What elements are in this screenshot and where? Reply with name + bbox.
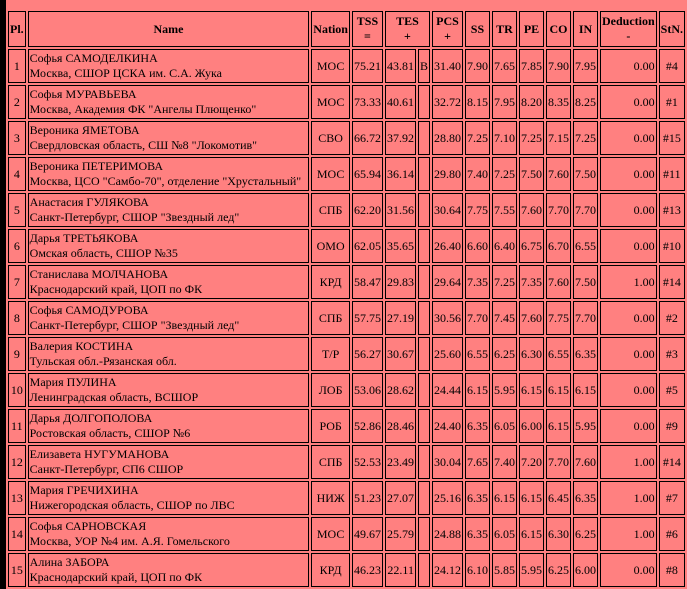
cell-start-number: #4	[659, 49, 685, 83]
cell-tes: 37.92	[385, 121, 416, 155]
results-table	[6, 9, 687, 589]
cell-start-number: #6	[659, 517, 685, 551]
skater-club: Свердловская область, СШ №8 "Локомотив"	[29, 138, 258, 152]
cell-pe: 7.35	[519, 265, 544, 299]
cell-element-mark	[418, 157, 430, 191]
cell-co: 7.60	[546, 265, 571, 299]
cell-tss: 62.05	[352, 229, 383, 263]
header-place: Pl.	[8, 11, 26, 47]
cell-pcs: 28.80	[432, 121, 463, 155]
cell-pe: 6.15	[519, 517, 544, 551]
cell-deduction: 0.00	[600, 193, 657, 227]
cell-start-number: #14	[659, 445, 685, 479]
cell-tss: 52.53	[352, 445, 383, 479]
skater-name: Мария ГРЕЧИХИНА	[29, 483, 139, 497]
header-row	[8, 11, 685, 47]
cell-nation: РОБ	[311, 409, 350, 443]
cell-pcs: 29.80	[432, 157, 463, 191]
cell-pe: 7.20	[519, 445, 544, 479]
cell-co: 6.15	[546, 373, 571, 407]
header-tes	[385, 11, 430, 47]
cell-tes: 22.11	[385, 553, 416, 587]
cell-tes: 31.56	[385, 193, 416, 227]
cell-tss: 73.33	[352, 85, 383, 119]
cell-tss: 65.94	[352, 157, 383, 191]
cell-start-number: #2	[659, 301, 685, 335]
skater-name: Софья МУРАВЬЕВА	[29, 87, 137, 101]
cell-tss: 62.20	[352, 193, 383, 227]
cell-deduction: 0.00	[600, 49, 657, 83]
cell-place: 3	[8, 121, 26, 155]
cell-ss: 6.35	[465, 517, 490, 551]
table-row	[8, 373, 685, 407]
results-body	[8, 49, 685, 587]
cell-in: 7.50	[573, 265, 598, 299]
cell-pe: 6.15	[519, 373, 544, 407]
cell-skater	[28, 373, 310, 407]
cell-pe: 5.95	[519, 553, 544, 587]
cell-tss: 46.23	[352, 553, 383, 587]
cell-tes: 28.46	[385, 409, 416, 443]
cell-nation: КРД	[311, 553, 350, 587]
cell-ss: 8.15	[465, 85, 490, 119]
cell-element-mark	[418, 481, 430, 515]
cell-element-mark	[418, 229, 430, 263]
cell-start-number: #9	[659, 409, 685, 443]
cell-start-number: #3	[659, 337, 685, 371]
cell-nation: МОС	[311, 49, 350, 83]
cell-pe: 7.50	[519, 157, 544, 191]
cell-co: 6.70	[546, 229, 571, 263]
header-pe: PE	[519, 11, 544, 47]
cell-in: 8.25	[573, 85, 598, 119]
header-tes-label: TES	[396, 14, 419, 28]
skater-name: Вероника ЯМЕТОВА	[29, 123, 140, 137]
table-row	[8, 49, 685, 83]
cell-tes: 29.83	[385, 265, 416, 299]
skater-name: Софья САРНОВСКАЯ	[29, 519, 147, 533]
cell-tes: 25.79	[385, 517, 416, 551]
cell-element-mark	[418, 409, 430, 443]
cell-deduction: 0.00	[600, 553, 657, 587]
cell-pe: 6.00	[519, 409, 544, 443]
skater-club: Нижегородская область, СШОР по ЛВС	[29, 498, 235, 512]
cell-tr: 6.40	[492, 229, 517, 263]
header-ss: SS	[465, 11, 490, 47]
header-deduction-label: Deduction	[601, 14, 655, 28]
cell-in: 7.50	[573, 157, 598, 191]
cell-deduction: 1.00	[600, 445, 657, 479]
cell-in: 7.70	[573, 301, 598, 335]
cell-ss: 6.35	[465, 481, 490, 515]
cell-element-mark	[418, 265, 430, 299]
cell-nation: МОС	[311, 85, 350, 119]
cell-co: 6.30	[546, 517, 571, 551]
table-row	[8, 265, 685, 299]
skater-name: Мария ПУЛИНА	[29, 375, 117, 389]
cell-nation: МОС	[311, 517, 350, 551]
cell-tes: 30.67	[385, 337, 416, 371]
cell-pcs: 24.40	[432, 409, 463, 443]
cell-skater	[28, 517, 310, 551]
cell-deduction: 0.00	[600, 85, 657, 119]
cell-in: 6.25	[573, 517, 598, 551]
table-row	[8, 481, 685, 515]
cell-co: 7.75	[546, 301, 571, 335]
table-row	[8, 301, 685, 335]
cell-pe: 7.85	[519, 49, 544, 83]
cell-place: 14	[8, 517, 26, 551]
cell-place: 2	[8, 85, 26, 119]
cell-skater	[28, 85, 310, 119]
cell-skater	[28, 409, 310, 443]
cell-tss: 51.23	[352, 481, 383, 515]
skater-name: Алина ЗАБОРА	[29, 555, 110, 569]
skater-club: Москва, УОР №4 им. А.Я. Гомельского	[29, 534, 230, 548]
cell-element-mark	[418, 301, 430, 335]
cell-tes: 27.07	[385, 481, 416, 515]
cell-start-number: #11	[659, 157, 685, 191]
cell-ss: 6.35	[465, 409, 490, 443]
cell-skater	[28, 229, 310, 263]
cell-skater	[28, 121, 310, 155]
cell-tr: 7.65	[492, 49, 517, 83]
cell-ss: 6.55	[465, 337, 490, 371]
cell-nation: СВО	[311, 121, 350, 155]
header-in: IN	[573, 11, 598, 47]
cell-co: 6.55	[546, 337, 571, 371]
cell-deduction: 0.00	[600, 301, 657, 335]
cell-tr: 5.95	[492, 373, 517, 407]
cell-co: 7.15	[546, 121, 571, 155]
cell-tes: 23.49	[385, 445, 416, 479]
cell-ss: 6.10	[465, 553, 490, 587]
cell-in: 6.35	[573, 481, 598, 515]
cell-element-mark	[418, 337, 430, 371]
cell-co: 7.70	[546, 445, 571, 479]
cell-pe: 7.25	[519, 121, 544, 155]
skater-name: Дарья ДОЛГОПОЛОВА	[29, 411, 153, 425]
skater-name: Елизавета НУГУМАНОВА	[29, 447, 170, 461]
cell-tes: 28.62	[385, 373, 416, 407]
cell-element-mark	[418, 373, 430, 407]
cell-tr: 7.10	[492, 121, 517, 155]
cell-place: 6	[8, 229, 26, 263]
cell-deduction: 1.00	[600, 517, 657, 551]
skater-club: Санкт-Петербург, СШОР "Звездный лед"	[29, 210, 240, 224]
cell-tr: 6.05	[492, 517, 517, 551]
table-row	[8, 157, 685, 191]
header-pcs	[432, 11, 463, 47]
cell-start-number: #14	[659, 265, 685, 299]
cell-skater	[28, 301, 310, 335]
cell-pe: 6.15	[519, 481, 544, 515]
cell-in: 6.35	[573, 337, 598, 371]
cell-element-mark	[418, 193, 430, 227]
cell-place: 5	[8, 193, 26, 227]
cell-place: 9	[8, 337, 26, 371]
header-start-number: StN.	[659, 11, 685, 47]
cell-element-mark: B	[418, 49, 430, 83]
cell-pcs: 30.04	[432, 445, 463, 479]
cell-tes: 36.14	[385, 157, 416, 191]
cell-nation: Т/Р	[311, 337, 350, 371]
cell-pe: 6.75	[519, 229, 544, 263]
cell-co: 7.60	[546, 157, 571, 191]
skater-name: Анастасия ГУЛЯКОВА	[29, 195, 149, 209]
cell-co: 6.15	[546, 409, 571, 443]
skater-name: Станислава МОЛЧАНОВА	[29, 267, 169, 281]
cell-deduction: 0.00	[600, 409, 657, 443]
cell-nation: СПБ	[311, 445, 350, 479]
cell-place: 13	[8, 481, 26, 515]
cell-in: 6.00	[573, 553, 598, 587]
results-page	[6, 0, 687, 584]
table-row	[8, 337, 685, 371]
skater-club: Краснодарский край, ЦОП по ФК	[29, 282, 203, 296]
cell-co: 7.90	[546, 49, 571, 83]
cell-ss: 7.35	[465, 265, 490, 299]
table-row	[8, 229, 685, 263]
skater-club: Москва, Академия ФК "Ангелы Плющенко"	[29, 102, 257, 116]
header-nation: Nation	[311, 11, 350, 47]
cell-start-number: #15	[659, 121, 685, 155]
skater-name: Валерия КОСТИНА	[29, 339, 134, 353]
cell-pcs: 30.56	[432, 301, 463, 335]
cell-element-mark	[418, 517, 430, 551]
cell-tss: 58.47	[352, 265, 383, 299]
cell-tr: 7.40	[492, 445, 517, 479]
cell-skater	[28, 553, 310, 587]
cell-tss: 52.86	[352, 409, 383, 443]
cell-tr: 7.95	[492, 85, 517, 119]
header-tss	[352, 11, 383, 47]
cell-deduction: 0.00	[600, 121, 657, 155]
cell-tes: 27.19	[385, 301, 416, 335]
cell-tss: 53.06	[352, 373, 383, 407]
table-row	[8, 409, 685, 443]
cell-place: 8	[8, 301, 26, 335]
cell-pcs: 31.40	[432, 49, 463, 83]
table-row	[8, 517, 685, 551]
cell-in: 5.95	[573, 409, 598, 443]
cell-tr: 7.25	[492, 157, 517, 191]
cell-co: 7.70	[546, 193, 571, 227]
table-row	[8, 121, 685, 155]
cell-deduction: 1.00	[600, 265, 657, 299]
cell-start-number: #13	[659, 193, 685, 227]
cell-tes: 40.61	[385, 85, 416, 119]
cell-skater	[28, 445, 310, 479]
cell-tss: 57.75	[352, 301, 383, 335]
table-row	[8, 553, 685, 587]
cell-element-mark	[418, 445, 430, 479]
header-pcs-label: PCS	[436, 14, 459, 28]
cell-element-mark	[418, 553, 430, 587]
cell-tr: 6.15	[492, 481, 517, 515]
skater-club: Краснодарский край, ЦОП по ФК	[29, 570, 203, 584]
cell-start-number: #1	[659, 85, 685, 119]
cell-ss: 7.70	[465, 301, 490, 335]
cell-tes: 43.81	[385, 49, 416, 83]
cell-tr: 6.25	[492, 337, 517, 371]
cell-tss: 75.21	[352, 49, 383, 83]
skater-name: Софья САМОДУРОВА	[29, 303, 149, 317]
cell-start-number: #8	[659, 553, 685, 587]
cell-nation: ОМО	[311, 229, 350, 263]
header-name: Name	[28, 11, 310, 47]
cell-co: 6.25	[546, 553, 571, 587]
cell-in: 7.95	[573, 49, 598, 83]
header-tss-label: TSS	[356, 14, 379, 28]
skater-club: Санкт-Петербург, СП6 СШОР	[29, 462, 184, 476]
cell-in: 7.70	[573, 193, 598, 227]
cell-deduction: 1.00	[600, 481, 657, 515]
cell-pe: 7.60	[519, 301, 544, 335]
cell-ss: 7.40	[465, 157, 490, 191]
skater-club: Москва, СШОР ЦСКА им. С.А. Жука	[29, 66, 222, 80]
cell-start-number: #10	[659, 229, 685, 263]
skater-name: Дарья ТРЕТЬЯКОВА	[29, 231, 139, 245]
table-row	[8, 445, 685, 479]
cell-in: 7.25	[573, 121, 598, 155]
header-pcs-sign: +	[444, 29, 451, 43]
cell-skater	[28, 481, 310, 515]
cell-place: 7	[8, 265, 26, 299]
cell-nation: СПБ	[311, 301, 350, 335]
skater-club: Тульская обл.-Рязанская обл.	[29, 354, 177, 368]
cell-deduction: 0.00	[600, 373, 657, 407]
cell-nation: КРД	[311, 265, 350, 299]
cell-pcs: 24.12	[432, 553, 463, 587]
cell-place: 12	[8, 445, 26, 479]
cell-skater	[28, 193, 310, 227]
cell-tss: 66.72	[352, 121, 383, 155]
cell-in: 6.15	[573, 373, 598, 407]
cell-nation: МОС	[311, 157, 350, 191]
cell-place: 1	[8, 49, 26, 83]
header-deduction	[600, 11, 657, 47]
skater-club: Омская область, СШОР №35	[29, 246, 178, 260]
cell-skater	[28, 49, 310, 83]
cell-ss: 7.90	[465, 49, 490, 83]
cell-deduction: 0.00	[600, 157, 657, 191]
skater-club: Санкт-Петербург, СШОР "Звездный лед"	[29, 318, 240, 332]
cell-place: 4	[8, 157, 26, 191]
cell-skater	[28, 265, 310, 299]
cell-place: 15	[8, 553, 26, 587]
skater-name: Вероника ПЕТЕРИМОВА	[29, 159, 164, 173]
cell-nation: СПБ	[311, 193, 350, 227]
cell-pcs: 32.72	[432, 85, 463, 119]
skater-name: Софья САМОДЕЛКИНА	[29, 51, 158, 65]
cell-element-mark	[418, 121, 430, 155]
cell-pcs: 30.64	[432, 193, 463, 227]
cell-element-mark	[418, 85, 430, 119]
table-row	[8, 193, 685, 227]
cell-ss: 7.25	[465, 121, 490, 155]
cell-tr: 7.55	[492, 193, 517, 227]
cell-tr: 7.25	[492, 265, 517, 299]
cell-pcs: 25.60	[432, 337, 463, 371]
cell-ss: 7.75	[465, 193, 490, 227]
table-row	[8, 85, 685, 119]
cell-tr: 5.85	[492, 553, 517, 587]
cell-pe: 6.30	[519, 337, 544, 371]
header-tes-sign: +	[404, 29, 411, 43]
header-deduction-sign: -	[626, 29, 631, 43]
cell-tss: 49.67	[352, 517, 383, 551]
cell-pcs: 24.88	[432, 517, 463, 551]
cell-start-number: #5	[659, 373, 685, 407]
cell-pcs: 26.40	[432, 229, 463, 263]
cell-co: 6.45	[546, 481, 571, 515]
cell-tr: 6.05	[492, 409, 517, 443]
header-co: CO	[546, 11, 571, 47]
header-tss-sign: =	[364, 29, 371, 43]
cell-in: 7.60	[573, 445, 598, 479]
cell-skater	[28, 157, 310, 191]
cell-nation: НИЖ	[311, 481, 350, 515]
cell-tes: 35.65	[385, 229, 416, 263]
cell-start-number: #7	[659, 481, 685, 515]
cell-place: 10	[8, 373, 26, 407]
cell-pcs: 29.64	[432, 265, 463, 299]
cell-skater	[28, 337, 310, 371]
cell-tr: 7.45	[492, 301, 517, 335]
cell-nation: ЛОБ	[311, 373, 350, 407]
skater-club: Ростовская область, СШОР №6	[29, 426, 191, 440]
cell-pcs: 25.16	[432, 481, 463, 515]
cell-tss: 56.27	[352, 337, 383, 371]
cell-pe: 7.60	[519, 193, 544, 227]
cell-deduction: 0.00	[600, 337, 657, 371]
cell-deduction: 0.00	[600, 229, 657, 263]
cell-pcs: 24.44	[432, 373, 463, 407]
cell-ss: 6.15	[465, 373, 490, 407]
cell-co: 8.35	[546, 85, 571, 119]
skater-club: Москва, ЦСО "Самбо-70", отделение "Хрустальный"	[29, 174, 302, 188]
cell-ss: 7.65	[465, 445, 490, 479]
cell-place: 11	[8, 409, 26, 443]
cell-pe: 8.20	[519, 85, 544, 119]
cell-in: 6.55	[573, 229, 598, 263]
cell-ss: 6.60	[465, 229, 490, 263]
skater-club: Ленинградская область, ВСШОР	[29, 390, 199, 404]
header-tr: TR	[492, 11, 517, 47]
